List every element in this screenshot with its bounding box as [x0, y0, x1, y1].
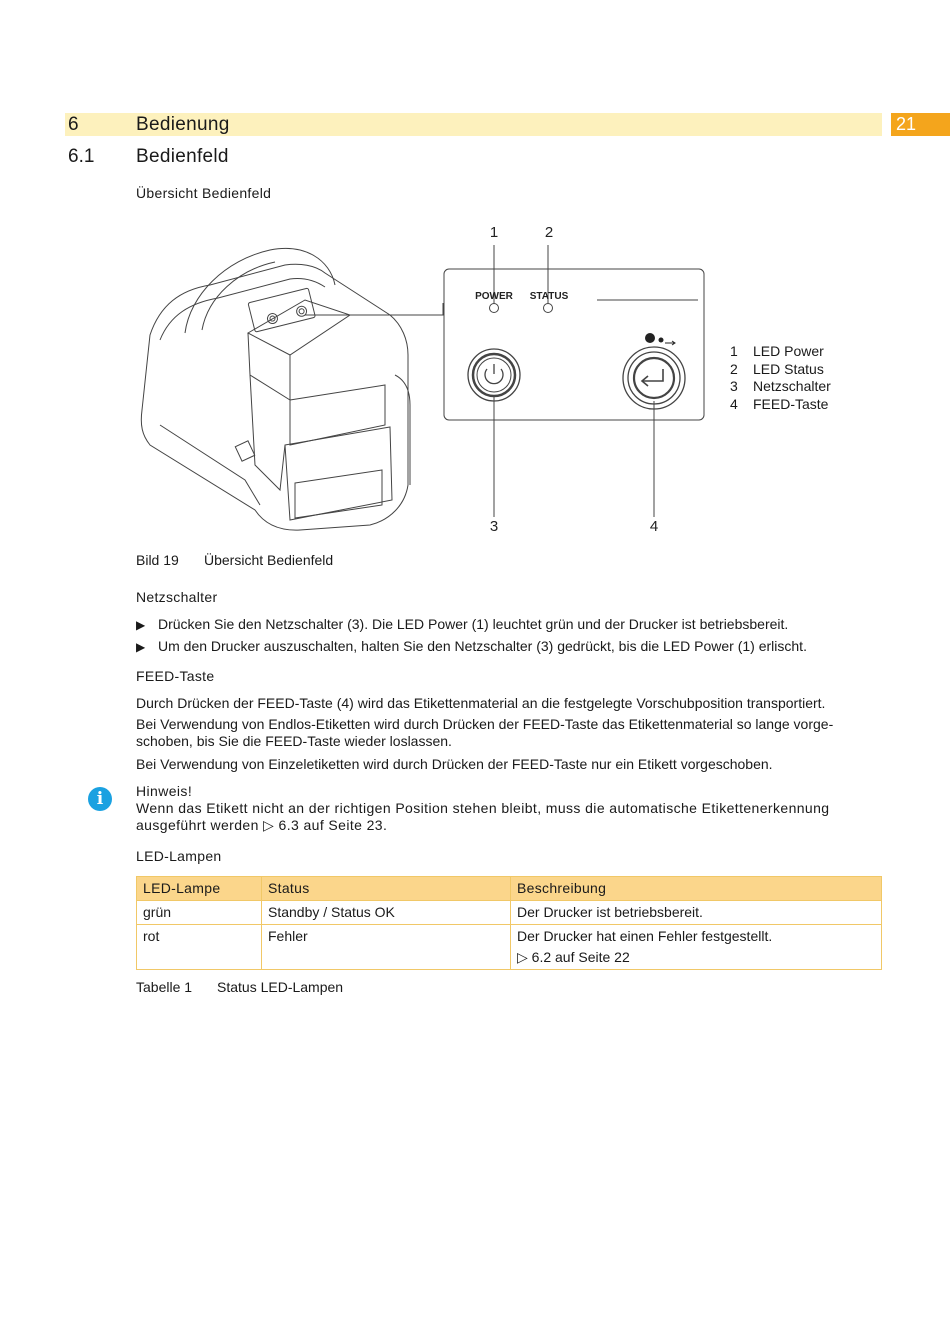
figure-caption-number: Bild 19	[136, 552, 179, 568]
figure-legend	[730, 343, 831, 413]
section-number: 6.1	[68, 146, 95, 167]
table-cell	[511, 925, 882, 970]
list-item: ▶ Drücken Sie den Netzschalter (3). Die LED Power (1) leuchtet grün und der Drucker ist betriebsbereit.	[136, 616, 789, 632]
info-icon: i	[88, 787, 112, 811]
table-row	[137, 901, 882, 925]
legend-item: 1 LED Power	[730, 343, 824, 359]
table-caption-text: Status LED-Lampen	[217, 979, 344, 995]
hint-title: Hinweis!	[136, 783, 193, 799]
column-header: Status	[262, 877, 511, 901]
callout-1: 1	[489, 224, 499, 241]
printer-illustration	[141, 248, 410, 530]
feed-icon	[645, 333, 675, 345]
row-reference: ▷ 6.2 auf Seite 22	[517, 949, 630, 965]
legend-item: 3 Netzschalter	[730, 378, 831, 394]
table-cell: Standby / Status OK	[262, 901, 511, 925]
table-cell: Fehler	[262, 925, 511, 970]
column-header: LED-Lampe	[137, 877, 262, 901]
led-power	[490, 304, 499, 313]
feed-paragraph: Durch Drücken der FEED-Taste (4) wird das Etikettenmaterial an die festgelegte Vorschubposition transportiert.	[136, 695, 826, 711]
netzschalter-heading: Netzschalter	[136, 589, 218, 605]
status-label: STATUS	[529, 291, 569, 302]
feed-paragraph: Bei Verwendung von Einzeletiketten wird durch Drücken der FEED-Taste nur ein Etikett vorgeschoben.	[136, 756, 773, 772]
table-cell: Der Drucker ist betriebsbereit.	[511, 901, 882, 925]
table-caption-number: Tabelle 1	[136, 979, 193, 995]
led-status-table	[136, 876, 882, 970]
figure-caption-text: Übersicht Bedienfeld	[204, 552, 334, 568]
table-row	[137, 925, 882, 970]
list-item: ▶ Um den Drucker auszuschalten, halten Sie den Netzschalter (3) gedrückt, bis die LED Power (1) erlischt.	[136, 638, 807, 654]
led-heading: LED-Lampen	[136, 848, 222, 864]
column-header: Beschreibung	[511, 877, 882, 901]
callout-3: 3	[489, 518, 499, 535]
chapter-number: 6	[68, 114, 79, 135]
figure-heading: Übersicht Bedienfeld	[136, 185, 272, 201]
legend-item: 2 LED Status	[730, 360, 824, 377]
callout-4: 4	[649, 518, 659, 535]
table-cell: grün	[137, 901, 262, 925]
table-header-row	[137, 877, 882, 901]
bullet-triangle-icon: ▶	[136, 640, 146, 654]
page-number: 21	[896, 114, 917, 134]
hint-box	[136, 783, 876, 834]
power-label: POWER	[475, 291, 513, 302]
hint-text: Wenn das Etikett nicht an der richtigen Position stehen bleibt, muss die automatische Etikettenerkennung ausgeführt werden ▷ 6.3 auf Seite 23.	[136, 800, 830, 833]
bullet-triangle-icon: ▶	[136, 618, 146, 632]
section-title: Bedienfeld	[136, 146, 229, 167]
row-description: Der Drucker hat einen Fehler festgestellt.	[517, 928, 773, 944]
legend-item: 4 FEED-Taste	[730, 395, 829, 412]
table-cell: rot	[137, 925, 262, 970]
feed-paragraph: Bei Verwendung von Endlos-Etiketten wird durch Drücken der FEED-Taste das Etikettenmaterial so lange vorge- schoben, bis Sie die FEED-Taste wieder loslassen.	[136, 716, 834, 749]
chapter-title: Bedienung	[136, 114, 230, 135]
callout-2: 2	[544, 224, 554, 241]
led-status	[544, 304, 553, 313]
feed-heading: FEED-Taste	[136, 668, 215, 684]
control-panel-figure	[130, 215, 730, 545]
